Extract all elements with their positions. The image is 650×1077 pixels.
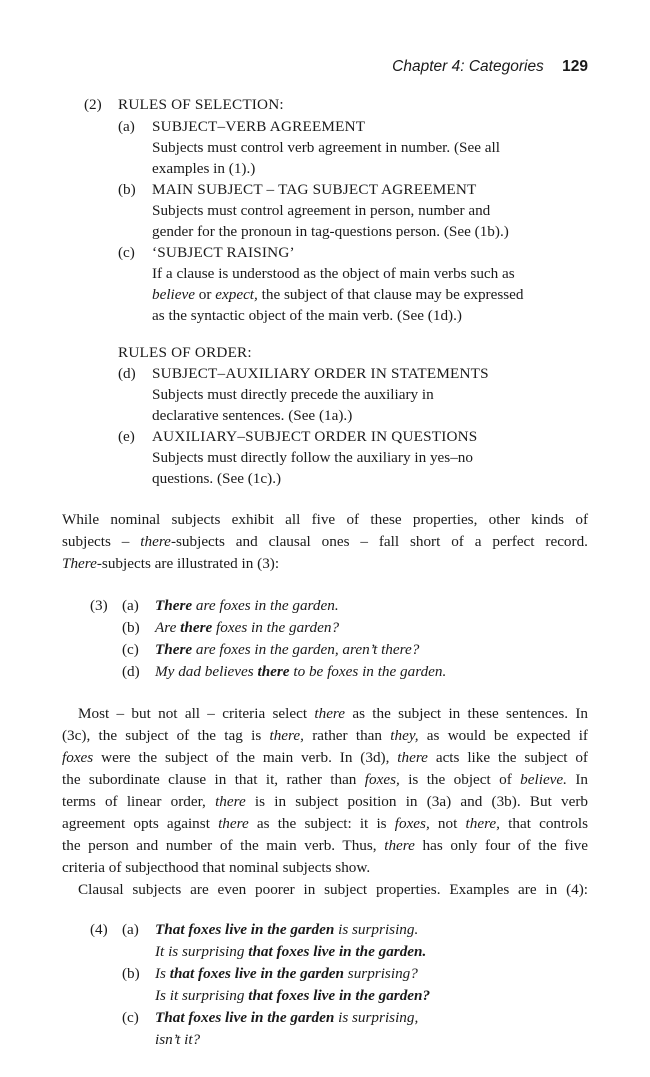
- rule-b-text: Subjects must control agreement in person, number and: [152, 202, 491, 219]
- text: Most – but not all – criteria select: [78, 705, 315, 722]
- example-sentence: [155, 941, 426, 962]
- rule-d-title: SUBJECT–AUXILIARY ORDER IN STATEMENTS: [152, 365, 489, 382]
- text: are foxes in the garden.: [192, 597, 339, 614]
- term: foxes: [62, 749, 94, 766]
- text: is surprising,: [334, 1009, 419, 1026]
- rule-d-label: (d): [118, 365, 136, 382]
- example-sentence: [155, 617, 339, 638]
- text: the subject of that clause may be expressed: [257, 286, 524, 303]
- text: (3c), the subject of the tag is: [62, 727, 270, 744]
- rule-d-text: Subjects must directly precede the auxiliary in: [152, 386, 434, 403]
- rule-a-text: examples in (1).): [152, 160, 256, 177]
- term: There: [62, 555, 97, 572]
- text: Is: [155, 965, 170, 982]
- rule-a-text: Subjects must control verb agreement in number. (See all: [152, 139, 500, 156]
- clause: that foxes live in the garden?: [248, 987, 431, 1004]
- text: not: [429, 815, 466, 832]
- text: surprising?: [344, 965, 418, 982]
- text: as the subject in these sentences. In: [345, 705, 588, 722]
- term: there: [215, 793, 246, 810]
- paragraph-line: [62, 553, 279, 574]
- term: believe: [152, 286, 195, 303]
- subject: There: [155, 597, 193, 614]
- example-label: (c): [122, 641, 139, 658]
- page-number: 129: [562, 58, 588, 75]
- rule-c-text: [152, 284, 524, 305]
- rule-c-title: ‘SUBJECT RAISING’: [152, 244, 295, 261]
- example-label: (a): [122, 921, 139, 938]
- text: are foxes in the garden, aren’t there?: [192, 641, 420, 658]
- paragraph-line: [62, 725, 588, 746]
- example-sentence: [155, 985, 430, 1006]
- example-sentence: [155, 595, 339, 616]
- rule-c-text: as the syntactic object of the main verb. (See (1d).): [152, 307, 462, 324]
- term: there: [314, 705, 346, 722]
- chapter-title: Chapter 4: Categories: [392, 58, 544, 75]
- clause: That foxes live in the garden: [155, 1009, 335, 1026]
- example-number: (3): [90, 597, 108, 614]
- text: that controls: [499, 815, 589, 832]
- example-label: (c): [122, 1009, 139, 1026]
- paragraph-line: While nominal subjects exhibit all five of these properties, other kinds of: [62, 511, 588, 528]
- text: were the subject of the main verb. In (3d),: [93, 749, 398, 766]
- example-number: (4): [90, 921, 108, 938]
- text: terms of linear order,: [62, 793, 216, 810]
- clause: that foxes live in the garden: [169, 965, 344, 982]
- paragraph-line: Clausal subjects are even poorer in subject properties. Examples are in (4):: [78, 881, 588, 898]
- text: Is it surprising: [155, 987, 249, 1004]
- paragraph-line: [62, 813, 588, 834]
- subject: there: [257, 663, 290, 680]
- rule-e-label: (e): [118, 428, 135, 445]
- example-sentence: isn’t it?: [155, 1031, 201, 1048]
- text: has only four of the five: [414, 837, 588, 854]
- text: is surprising.: [334, 921, 419, 938]
- paragraph-line: [62, 769, 588, 790]
- text: is in subject position in (3a) and (3b). But verb: [245, 793, 588, 810]
- paragraph-line: [62, 791, 588, 812]
- term: foxes,: [364, 771, 400, 788]
- text: In: [566, 771, 589, 788]
- text: rather than: [303, 727, 391, 744]
- text: -subjects are illustrated in (3):: [96, 555, 280, 572]
- text: is the object of: [399, 771, 521, 788]
- text: agreement opts against: [62, 815, 219, 832]
- running-header: [392, 58, 588, 76]
- term: there,: [465, 815, 500, 832]
- rule-a-title: SUBJECT–VERB AGREEMENT: [152, 118, 366, 135]
- rules-selection-heading: RULES OF SELECTION:: [118, 96, 284, 113]
- rules-number: (2): [84, 96, 102, 113]
- term: there: [397, 749, 428, 766]
- term: they,: [390, 727, 419, 744]
- example-sentence: [155, 963, 418, 984]
- rule-c-text: If a clause is understood as the object of main verbs such as: [152, 265, 515, 282]
- example-sentence: [155, 639, 419, 660]
- rule-e-text: Subjects must directly follow the auxiliary in yes–no: [152, 449, 473, 466]
- rules-order-heading: RULES OF ORDER:: [118, 344, 252, 361]
- text: -subjects and clausal ones – fall short of a perfect record.: [170, 533, 588, 550]
- paragraph-line: criteria of subjecthood that nominal subjects show.: [62, 859, 371, 876]
- rule-e-text: questions. (See (1c).): [152, 470, 282, 487]
- paragraph-line: [78, 703, 588, 724]
- text: as would be expected if: [418, 727, 588, 744]
- rule-c-label: (c): [118, 244, 135, 261]
- paragraph-line: [62, 835, 588, 856]
- paragraph-line: [62, 747, 588, 768]
- example-label: (b): [122, 965, 140, 982]
- text: It is surprising: [155, 943, 249, 960]
- example-sentence: [155, 661, 446, 682]
- subject: there: [180, 619, 213, 636]
- clause: that foxes live in the garden.: [248, 943, 427, 960]
- example-label: (b): [122, 619, 140, 636]
- example-sentence: [155, 919, 418, 940]
- term: there: [384, 837, 415, 854]
- example-label: (a): [122, 597, 139, 614]
- paragraph-line: [62, 531, 588, 552]
- text: or: [195, 286, 216, 303]
- text: the person and number of the main verb. Thus,: [62, 837, 385, 854]
- term: foxes,: [394, 815, 430, 832]
- subject: There: [155, 641, 193, 658]
- rule-b-label: (b): [118, 181, 136, 198]
- text: subjects –: [62, 533, 141, 550]
- text: as the subject: it is: [248, 815, 395, 832]
- term: there,: [269, 727, 304, 744]
- rule-d-text: declarative sentences. (See (1a).): [152, 407, 353, 424]
- example-label: (d): [122, 663, 140, 680]
- example-sentence: [155, 1007, 418, 1028]
- rule-e-title: AUXILIARY–SUBJECT ORDER IN QUESTIONS: [152, 428, 478, 445]
- text: My dad believes: [155, 663, 258, 680]
- term: believe.: [520, 771, 567, 788]
- clause: That foxes live in the garden: [155, 921, 335, 938]
- term: expect,: [215, 286, 258, 303]
- rule-b-title: MAIN SUBJECT – TAG SUBJECT AGREEMENT: [152, 181, 477, 198]
- term: there: [218, 815, 249, 832]
- term: there: [140, 533, 171, 550]
- text: acts like the subject of: [427, 749, 588, 766]
- text: foxes in the garden?: [212, 619, 340, 636]
- rule-a-label: (a): [118, 118, 135, 135]
- text: to be foxes in the garden.: [289, 663, 447, 680]
- text: Are: [155, 619, 181, 636]
- rule-b-text: gender for the pronoun in tag-questions person. (See (1b).): [152, 223, 509, 240]
- text: the subordinate clause in that it, rather than: [62, 771, 365, 788]
